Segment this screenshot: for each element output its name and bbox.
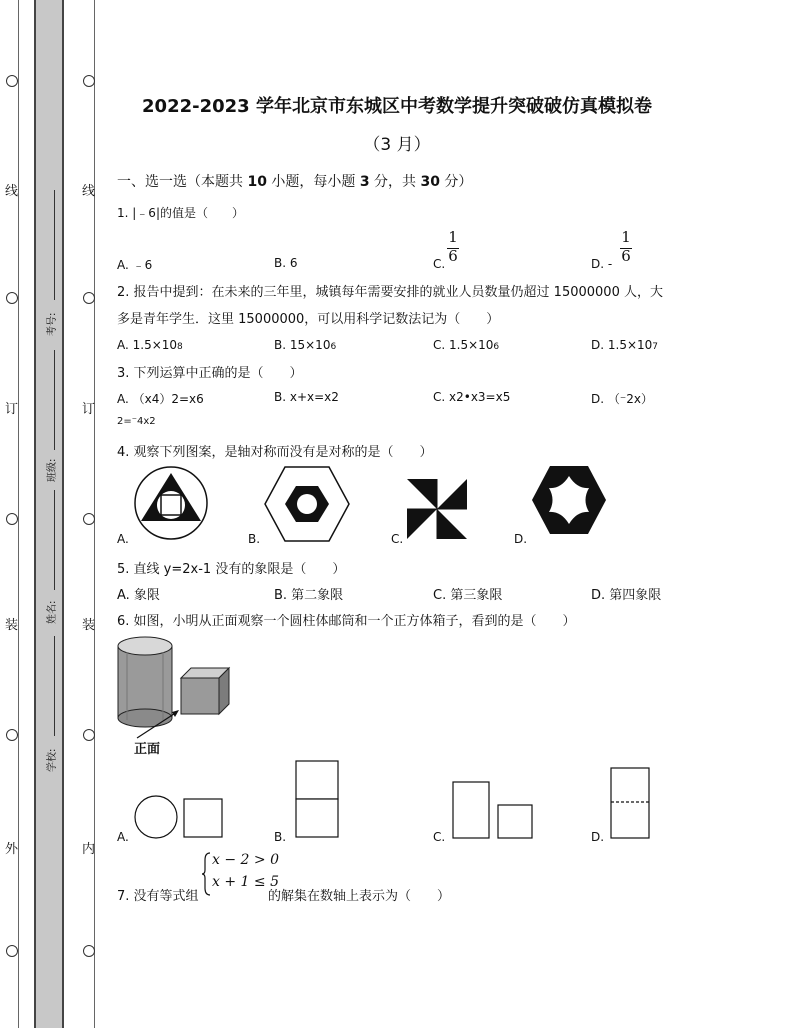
q4b-hole: [297, 494, 317, 514]
inner-mark-zhuang: 装: [82, 618, 96, 633]
q2-stem-line2: 多是青年学生．这里 15000000，可以用科学记数法记为（ ）: [117, 312, 500, 327]
q1-option-d[interactable]: D. -: [591, 257, 613, 271]
field-school-label: 学校:: [47, 748, 58, 772]
q2-a-exp: 8: [177, 342, 183, 352]
outer-mark-ding: 订: [5, 402, 19, 417]
q3-option-d-continued: 2=⁻4x2: [117, 416, 156, 427]
binding-hole: [83, 945, 95, 957]
q2-option-d[interactable]: [591, 338, 658, 352]
q6-view-arrowhead: [172, 710, 179, 717]
field-exam-number-blank[interactable]: [54, 190, 55, 300]
outer-mark-xian: 线: [5, 184, 19, 199]
binding-hole: [83, 729, 95, 741]
q4-figure-b: [264, 466, 350, 542]
field-class-label: 班级:: [47, 458, 58, 482]
q6c-square: [498, 805, 532, 838]
q2-option-c[interactable]: [433, 338, 499, 352]
q6-option-d-figure: [610, 767, 650, 839]
q1-c-denominator: 6: [448, 247, 458, 265]
q6-cylinder-body: [118, 646, 172, 718]
inner-mark-xian: 线: [82, 184, 96, 199]
q4-option-d[interactable]: D.: [514, 532, 528, 546]
q7-inequality-2: x + 1 ≤ 5: [212, 874, 279, 890]
q6-cylinder-top: [118, 637, 172, 655]
q6-front-label: 正面: [134, 742, 161, 757]
field-name-blank[interactable]: [54, 490, 55, 590]
q4-figure-a: [133, 465, 209, 541]
q6b-rect-bottom: [296, 799, 338, 837]
q1-c-numerator: 1: [448, 228, 458, 246]
q2-b-exp: 6: [330, 342, 337, 352]
q5-option-b[interactable]: B. 第二象限: [274, 588, 344, 603]
q6-option-a-figure: [134, 795, 226, 839]
inner-mark-nei: 内: [82, 842, 96, 857]
q3-stem: 3. 下列运算中正确的是（ ）: [117, 366, 303, 381]
binding-hole: [6, 513, 18, 525]
q7-brace-path: [202, 853, 210, 895]
q6-stem: 6. 如图，小明从正面观察一个圆柱体邮筒和一个正方体箱子，看到的是（ ）: [117, 614, 576, 629]
section-prefix: 一、选一选（本题共: [117, 174, 248, 190]
q4-option-c[interactable]: C.: [391, 532, 404, 546]
binding-hole: [6, 292, 18, 304]
q6-option-c-figure: [452, 781, 534, 841]
q4-figure-d: [531, 465, 607, 535]
q1-option-a[interactable]: A. ﹣6: [117, 258, 153, 272]
q5-option-d[interactable]: D. 第四象限: [591, 588, 662, 603]
q7-prefix: 7. 没有等式组: [117, 889, 199, 904]
field-school-blank[interactable]: [54, 636, 55, 736]
q1-stem: 1. |﹣6|的值是（ ）: [117, 206, 244, 220]
section-suffix: 分）: [439, 174, 473, 190]
q6a-circle: [135, 796, 177, 838]
q6-option-b-figure: [295, 760, 339, 840]
q2-d-text: D. 1.5×10: [591, 338, 653, 352]
q7-inequality-1: x − 2 > 0: [212, 852, 279, 868]
q6-option-c[interactable]: C.: [433, 830, 446, 844]
q3-option-a[interactable]: A. （x4）2=x6: [117, 392, 204, 406]
page-subtitle: （3 月）: [363, 135, 431, 155]
section-heading: [117, 171, 472, 191]
q4-figure-c: [407, 479, 467, 539]
q2-d-exp: 7: [652, 342, 659, 352]
q6-cylinder-bottom: [118, 709, 172, 727]
q1-option-b[interactable]: B. 6: [274, 256, 298, 270]
q1-option-c[interactable]: C.: [433, 257, 446, 271]
q1-d-denominator: 6: [621, 247, 631, 265]
section-total: 30: [420, 174, 440, 190]
q2-option-a[interactable]: [117, 338, 183, 352]
binding-hole: [6, 945, 18, 957]
q3-option-b[interactable]: B. x+x=x2: [274, 390, 339, 404]
q6-figure-cylinder-box: [115, 634, 235, 744]
section-count: 10: [247, 174, 267, 190]
inner-mark-ding: 订: [82, 402, 96, 417]
field-exam-number-label: 考号:: [47, 312, 58, 336]
section-points-each: 3: [359, 174, 370, 190]
q6-cube-front: [181, 678, 219, 714]
section-mid1: 小题，每小题: [266, 174, 360, 190]
q2-stem-line1: 2. 报告中提到：在未来的三年里，城镇每年需要安排的就业人员数量仍超过 15000000 人，大: [117, 285, 663, 300]
q7-brace: [202, 852, 212, 896]
q6-option-d[interactable]: D.: [591, 830, 605, 844]
q2-c-text: C. 1.5×10: [433, 338, 494, 352]
q5-option-c[interactable]: C. 第三象限: [433, 588, 503, 603]
page-title: 2022-2023 学年北京市东城区中考数学提升突破破仿真模拟卷: [142, 96, 652, 117]
q6c-tall-rect: [453, 782, 489, 838]
binding-hole: [83, 75, 95, 87]
q2-b-text: B. 15×10: [274, 338, 331, 352]
q2-a-text: A. 1.5×10: [117, 338, 178, 352]
q2-c-exp: 6: [493, 342, 500, 352]
field-name-label: 姓名:: [47, 600, 58, 624]
q3-option-c[interactable]: C. x2•x3=x5: [433, 390, 511, 404]
outer-mark-zhuang: 装: [5, 618, 19, 633]
q5-stem: 5. 直线 y=2x-1 没有的象限是（ ）: [117, 562, 346, 577]
q5-option-a[interactable]: A. 象限: [117, 588, 160, 603]
q3-option-d[interactable]: D. （⁻2x）: [591, 392, 653, 406]
q6-option-a[interactable]: A.: [117, 830, 129, 844]
outer-mark-wai: 外: [5, 842, 19, 857]
binding-hole: [6, 75, 18, 87]
binding-hole: [83, 513, 95, 525]
q2-option-b[interactable]: [274, 338, 336, 352]
section-mid2: 分，共: [369, 174, 421, 190]
q4-option-b[interactable]: B.: [248, 532, 261, 546]
binding-hole: [83, 292, 95, 304]
binding-hole: [6, 729, 18, 741]
q1-d-numerator: 1: [621, 228, 631, 246]
q7-suffix: 的解集在数轴上表示为（ ）: [268, 889, 451, 904]
q6-option-b[interactable]: B.: [274, 830, 287, 844]
field-class-blank[interactable]: [54, 350, 55, 450]
q4-option-a[interactable]: A.: [117, 532, 129, 546]
q6b-rect-top: [296, 761, 338, 799]
q6a-square: [184, 799, 222, 837]
q6d-rect: [611, 768, 649, 838]
q4-stem: 4. 观察下列图案，是轴对称而没有是对称的是（ ）: [117, 445, 433, 460]
